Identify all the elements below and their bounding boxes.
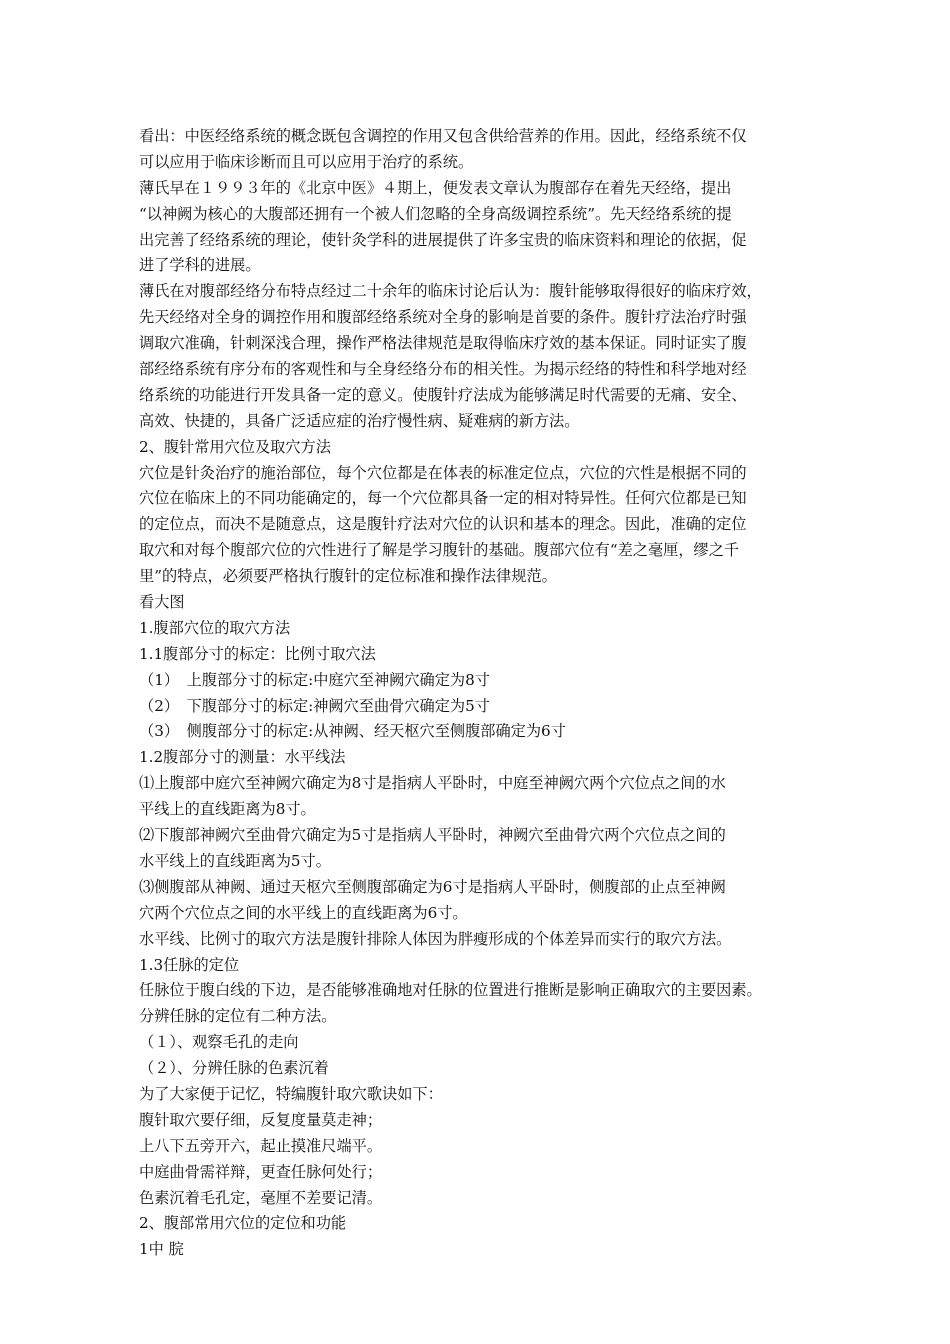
subsection-heading: 1.1腹部分寸的标定：比例寸取穴法: [139, 644, 376, 663]
text-line: 穴两个穴位点之间的水平线上的直线距离为6寸。: [139, 903, 468, 922]
text-line: 络系统的功能进行开发具备一定的意义。使腹针疗法成为能够满足时代需要的无痛、安全、: [139, 385, 747, 404]
text-line: ⑵下腹部神阙穴至曲骨穴确定为5寸是指病人平卧时，神阙穴至曲骨穴两个穴位点之间的: [139, 826, 726, 845]
section-heading: 1.腹部穴位的取穴方法: [139, 618, 291, 637]
text-line: ⑴上腹部中庭穴至神阙穴确定为8寸是指病人平卧时，中庭至神阙穴两个穴位点之间的水: [139, 774, 726, 793]
section-heading: 2、腹针常用穴位及取穴方法: [139, 437, 331, 456]
text-line: 可以应用于临床诊断而且可以应用于治疗的系统。: [139, 152, 474, 171]
text-line: 出完善了经络系统的理论，使针灸学科的进展提供了许多宝贵的临床资料和理论的依据，促: [139, 230, 747, 249]
text-line: ⑶侧腹部从神阙、通过天枢穴至侧腹部确定为6寸是指病人平卧时，侧腹部的止点至神阙: [139, 877, 726, 896]
text-line: 取穴和对每个腹部穴位的穴性进行了解是学习腹针的基础。腹部穴位有“差之毫厘，缪之千: [139, 541, 740, 560]
verse-line: 色素沉着毛孔定，毫厘不差要记清。: [139, 1188, 382, 1207]
text-line: 平线上的直线距离为8寸。: [139, 800, 316, 819]
document-page: [139, 124, 823, 1263]
section-heading: 2、腹部常用穴位的定位和功能: [139, 1214, 347, 1233]
verse-line: 腹针取穴要仔细，反复度量莫走神；: [139, 1110, 382, 1129]
text-line: 的定位点，而决不是随意点，这是腹针疗法对穴位的认识和基本的理念。因此，准确的定位: [139, 515, 747, 534]
text-line: 里”的特点，必须要严格执行腹针的定位标准和操作法律规范。: [139, 567, 557, 586]
verse-line: 上八下五旁开六，起止摸准尺端平。: [139, 1136, 382, 1155]
list-item: （2） 下腹部分寸的标定:神阙穴至曲骨穴确定为5寸: [139, 696, 490, 715]
list-item: （２）、分辨任脉的色素沉着: [139, 1059, 329, 1078]
text-line: 部经络系统有序分布的客观性和与全身经络分布的相关性。为揭示经络的特性和科学地对经: [139, 360, 747, 379]
text-line: 水平线、比例寸的取穴方法是腹针排除人体因为胖瘦形成的个体差异而实行的取穴方法。: [139, 929, 732, 948]
text-line: 分辨任脉的定位有二种方法。: [139, 1007, 337, 1026]
text-line: 穴位在临床上的不同功能确定的，每一个穴位都具备一定的相对特异性。任何穴位都是已知: [139, 489, 747, 508]
text-line: 任脉位于腹白线的下边，是否能够准确地对任脉的位置进行推断是影响正确取穴的主要因素。: [139, 981, 762, 1000]
text-line: 薄氏早在１９９３年的《北京中医》４期上，便发表文章认为腹部存在着先天经络，提出: [139, 178, 732, 197]
subsection-heading: 1中 脘: [139, 1240, 184, 1259]
list-item: （1） 上腹部分寸的标定:中庭穴至神阙穴确定为8寸: [139, 670, 490, 689]
subsection-heading: 1.2腹部分寸的测量：水平线法: [139, 748, 346, 767]
text-line: 先天经络对全身的调控作用和腹部经络系统对全身的影响是首要的条件。腹针疗法治疗时强: [139, 308, 747, 327]
text-line: 看出：中医经络系统的概念既包含调控的作用又包含供给营养的作用。因此，经络系统不仅: [139, 127, 747, 145]
verse-line: 中庭曲骨需祥辩，更查任脉何处行；: [139, 1162, 382, 1181]
subsection-heading: 1.3任脉的定位: [139, 955, 240, 974]
list-item: （3） 侧腹部分寸的标定:从神阙、经天枢穴至侧腹部确定为6寸: [139, 722, 566, 741]
text-line: 高效、快捷的，具备广泛适应症的治疗慢性病、疑难病的新方法。: [139, 411, 580, 430]
list-item: （１）、观察毛孔的走向: [139, 1033, 299, 1052]
text-line: 为了大家便于记忆，特编腹针取穴歌诀如下：: [139, 1084, 443, 1103]
text-line: 穴位是针灸治疗的施治部位，每个穴位都是在体表的标准定位点，穴位的穴性是根据不同的: [139, 463, 747, 482]
text-line: 薄氏在对腹部经络分布特点经过二十余年的临床讨论后认为：腹针能够取得很好的临床疗效，: [139, 282, 762, 301]
text-line: 调取穴准确，针刺深浅合理，操作严格法律规范是取得临床疗效的基本保证。同时证实了腹: [139, 334, 747, 353]
view-large-image-link[interactable]: 看大图: [139, 593, 185, 612]
text-line: “以神阙为核心的大腹部还拥有一个被人们忽略的全身高级调控系统”。先天经络系统的提: [139, 204, 732, 223]
text-line: 水平线上的直线距离为5寸。: [139, 851, 331, 870]
text-line: 进了学科的进展。: [139, 256, 261, 275]
